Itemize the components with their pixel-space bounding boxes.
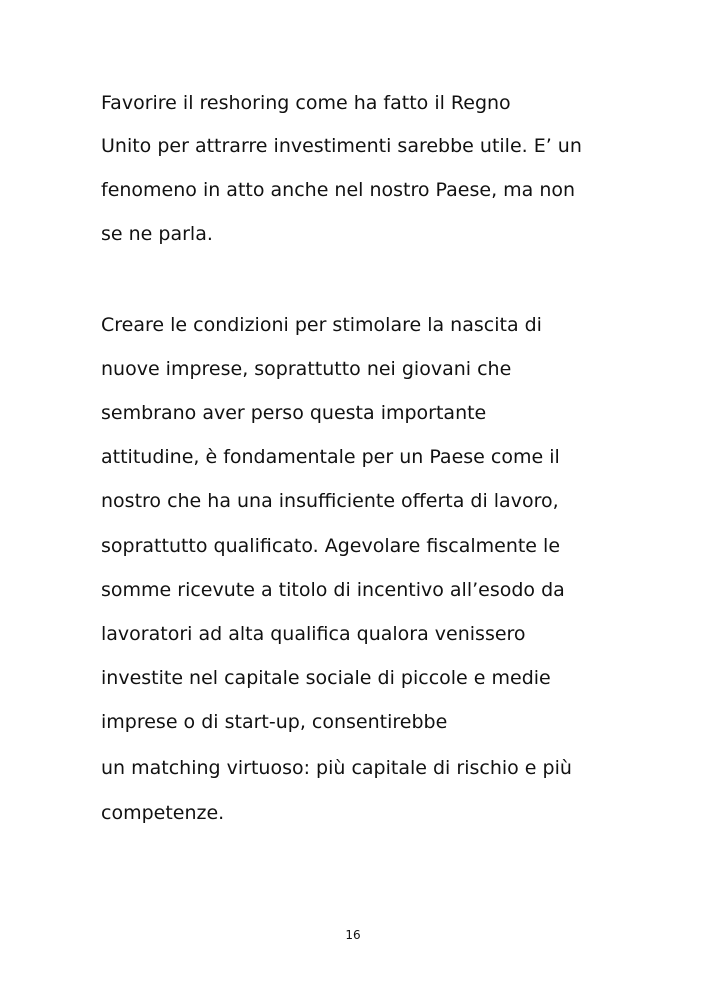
paragraph-2-line-5: nostro che ha una insufficiente offerta di lavoro, <box>101 490 559 512</box>
paragraph-2-line-11: un matching virtuoso: più capitale di rischio e più <box>101 757 572 779</box>
paragraph-2-line-7: somme ricevute a titolo di incentivo all’esodo da <box>101 579 565 601</box>
paragraph-1-line-2: Unito per attrarre investimenti sarebbe utile. E’ un <box>101 135 582 157</box>
paragraph-2-line-1: Creare le condizioni per stimolare la nascita di <box>101 314 542 336</box>
paragraph-2-line-8: lavoratori ad alta qualifica qualora venissero <box>101 623 526 645</box>
paragraph-1-line-4: se ne parla. <box>101 223 213 245</box>
paragraph-2-line-9: investite nel capitale sociale di piccole e medie <box>101 667 551 689</box>
paragraph-2-line-2: nuove imprese, soprattutto nei giovani che <box>101 358 512 380</box>
page-number: 16 <box>345 928 361 942</box>
paragraph-2-line-12: competenze. <box>101 802 225 824</box>
paragraph-2-line-4: attitudine, è fondamentale per un Paese come il <box>101 446 560 468</box>
paragraph-1-line-1: Favorire il reshoring come ha fatto il Regno <box>101 92 511 114</box>
paragraph-2-line-10: imprese o di start-up, consentirebbe <box>101 711 448 733</box>
paragraph-2-line-6: soprattutto qualificato. Agevolare fiscalmente le <box>101 535 561 557</box>
paragraph-2-line-3: sembrano aver perso questa importante <box>101 402 487 424</box>
paragraph-1-line-3: fenomeno in atto anche nel nostro Paese, ma non <box>101 179 576 201</box>
